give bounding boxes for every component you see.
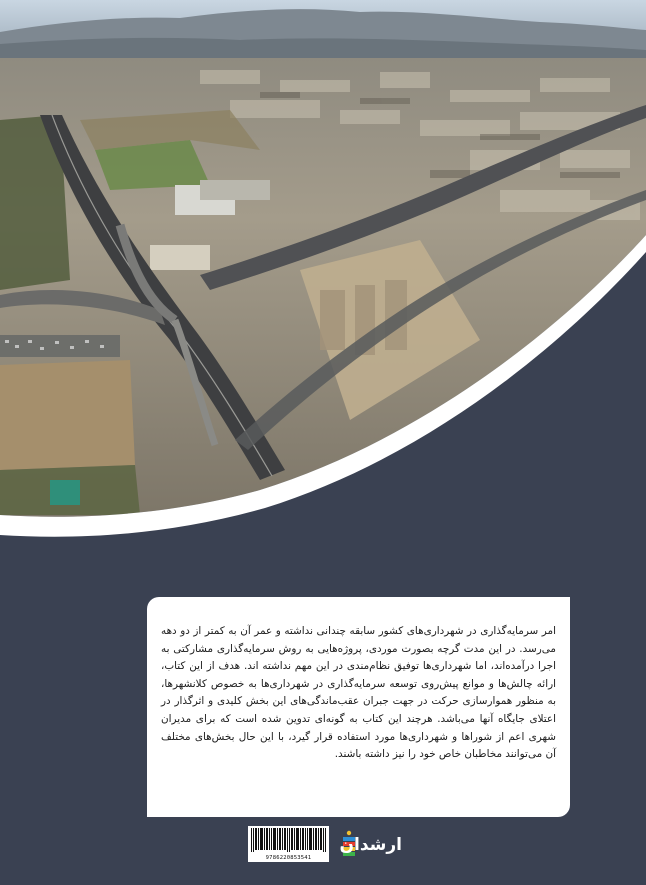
isbn-number: 9786220853541	[265, 855, 312, 861]
blurb-card	[147, 597, 570, 817]
isbn-barcode	[248, 826, 329, 862]
blurb-text: امر سرمایه‌گذاری در شهرداری‌های کشور سابقه چندانی نداشته و عمر آن به کمتر از دو دهه می‌رسد. در این مدت گرچه بصورت موردی، پروژه‌هایی به روش سرمایه‌گذاری مشارکتی به اجرا درآمده‌اند، اما شهرداری‌ها توفیق نظام‌مندی در این مهم نداشته اند. هدف از این کتاب، ارائه چالش‌ها و موانع پیش‌روی توسعه سرمایه‌گذاری در شهرداری‌ها به خصوص کلانشهرها، به منظور هموارسازی حرکت در جهت جبران عقب‌ماندگی‌های این بخش کلیدی و اثرگذار در اعتلای جایگاه آنها می‌باشد. هرچند این کتاب به گونه‌ای تدوین شده است که برای مدیران شهری اعم از شوراها و شهرداری‌ها مورد استفاده قرار گیرد، با این حال بخش‌های مختلف آن می‌توانند مخاطبان خاص خود را نیز داشته باشند.	[161, 625, 556, 761]
barcode-bars	[251, 828, 326, 852]
publisher-logo	[340, 826, 402, 864]
publisher-name: ارشدان	[339, 835, 402, 855]
